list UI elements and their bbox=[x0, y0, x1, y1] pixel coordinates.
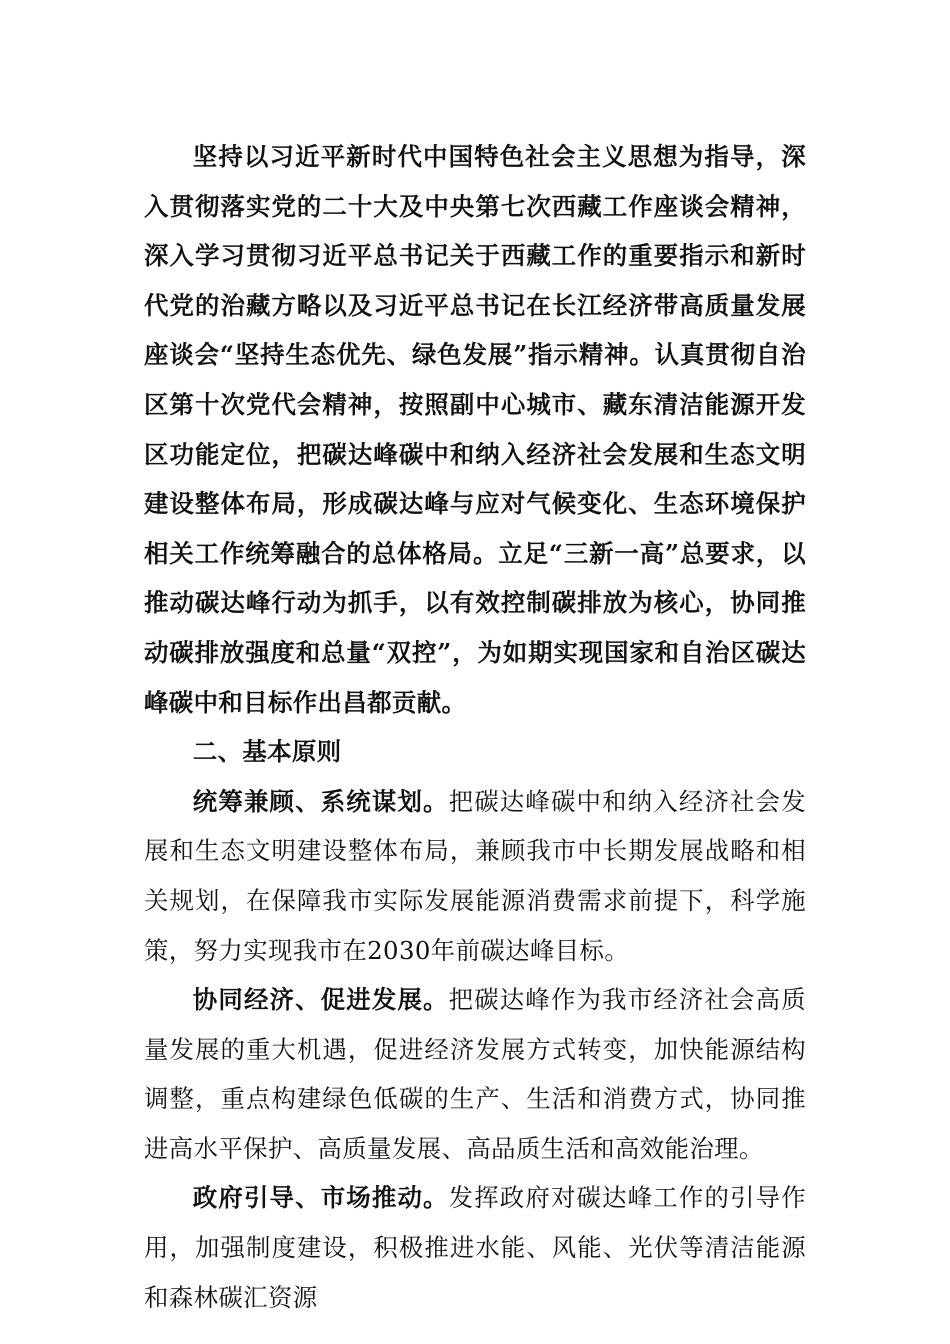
intro-paragraph: 坚持以习近平新时代中国特色社会主义思想为指导，深入贯彻落实党的二十大及中央第七次西藏工作座谈会精神，深入学习贯彻习近平总书记关于西藏工作的重要指示和新时代党的治藏方略以及习近平总书记在长江经济带高质量发展座谈会“坚持生态优先、绿色发展”指示精神。认真贯彻自治区第十次党代会精神，按照副中心城市、藏东清洁能源开发区功能定位，把碳达峰碳中和纳入经济社会发展和生态文明建设整体布局，形成碳达峰与应对气候变化、生态环境保护相关工作统筹融合的总体格局。立足“三新一高”总要求，以推动碳达峰行动为抓手，以有效控制碳排放为核心，协同推动碳排放强度和总量“双控”，为如期实现国家和自治区碳达峰碳中和目标作出昌都贡献。 bbox=[144, 142, 806, 717]
principle-paragraph-3 bbox=[144, 1173, 806, 1322]
principle-lead-2: 协同经济、促进发展。 bbox=[192, 985, 449, 1015]
principle-lead-3: 政府引导、市场推动。 bbox=[192, 1183, 449, 1213]
document-page bbox=[144, 132, 806, 1322]
principle-body-1: 把碳达峰碳中和纳入经济社会发展和生态文明建设整体布局，兼顾我市中长期发展战略和相关规划，在保障我市实际发展能源消费需求前提下，科学施策，努力实现我市在2030年前碳达峰目标。 bbox=[144, 786, 806, 965]
principle-body-2: 把碳达峰作为我市经济社会高质量发展的重大机遇，促进经济发展方式转变，加快能源结构调整，重点构建绿色低碳的生产、生活和消费方式，协同推进高水平保护、高质量发展、高品质生活和高效能治理。 bbox=[144, 985, 806, 1163]
principle-lead-1: 统筹兼顾、系统谋划。 bbox=[192, 786, 449, 816]
principle-paragraph-2 bbox=[144, 975, 806, 1173]
principle-body-3: 发挥政府对碳达峰工作的引导作用，加强制度建设，积极推进水能、风能、光伏等清洁能源和森林碳汇资源 bbox=[144, 1183, 806, 1312]
section-heading: 二、基本原则 bbox=[192, 737, 342, 767]
principle-paragraph-1 bbox=[144, 777, 806, 975]
